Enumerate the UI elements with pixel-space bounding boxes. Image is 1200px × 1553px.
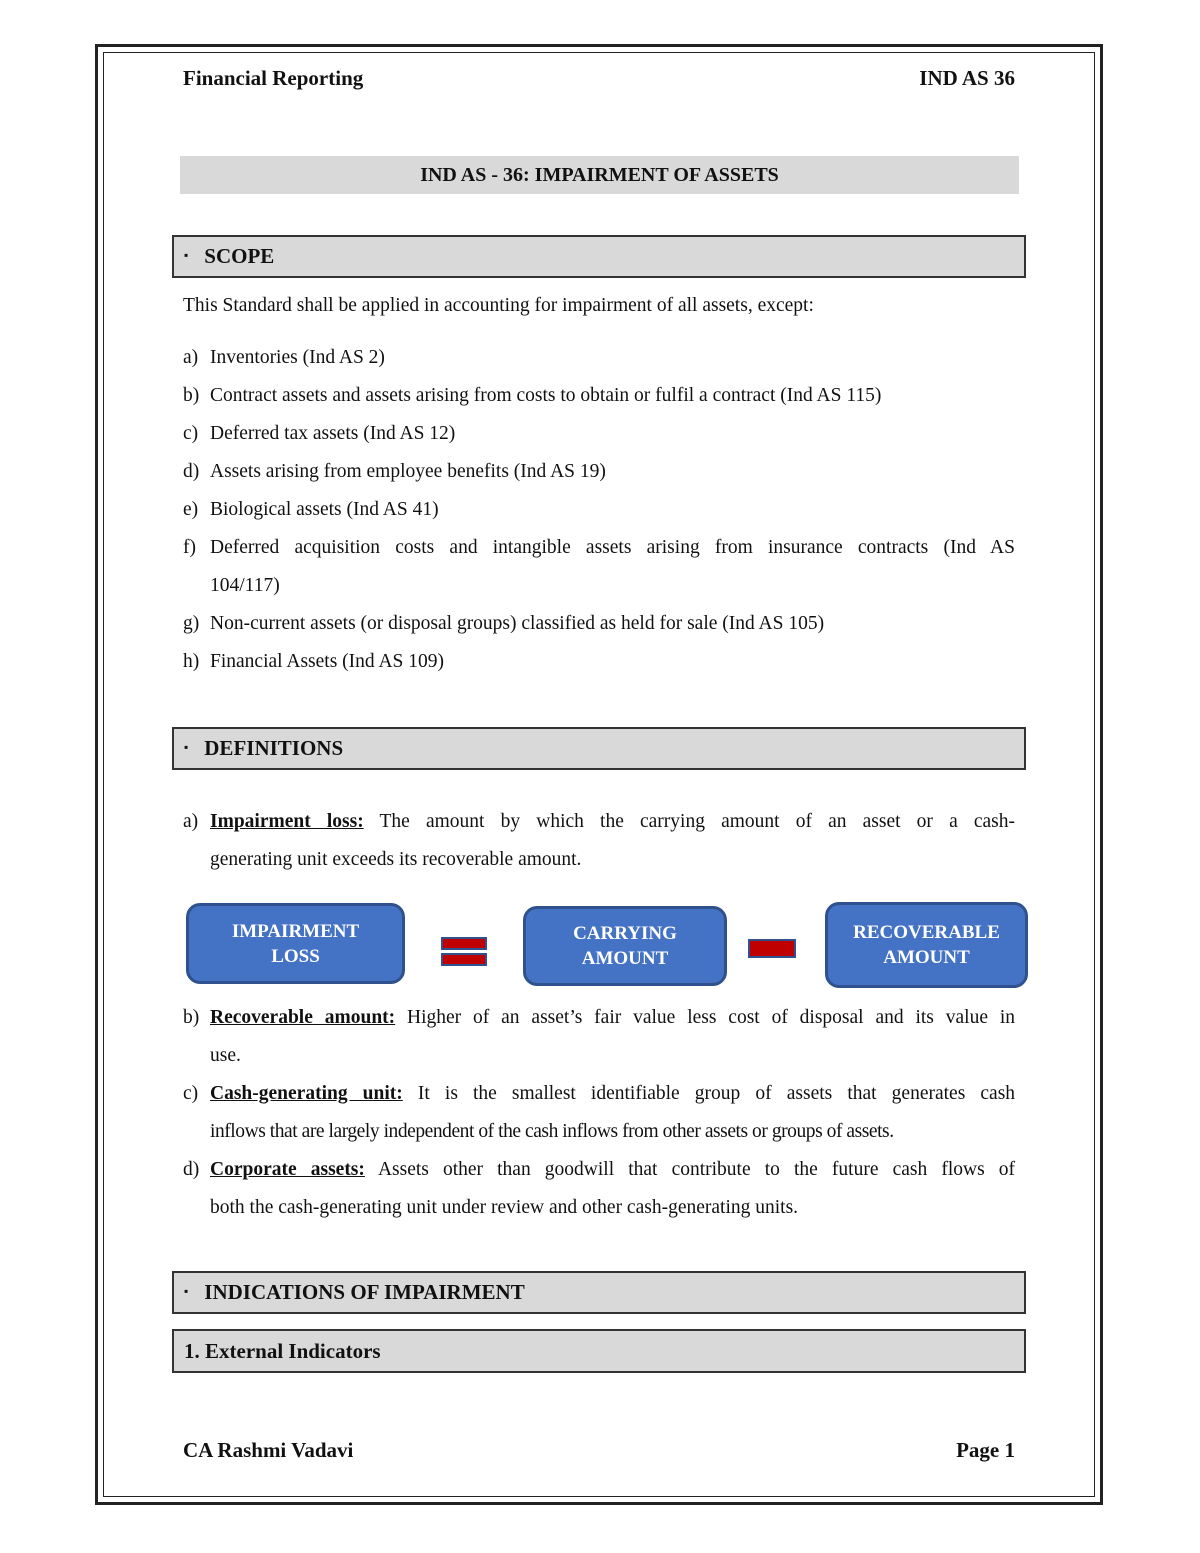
minus-sign-icon bbox=[748, 939, 796, 958]
definitions-heading-text: DEFINITIONS bbox=[204, 736, 344, 760]
definition-recoverable-amount: b) Recoverable amount: Higher of an asset’s fair value less cost of disposal and its value in use. bbox=[183, 1007, 1016, 1066]
list-item: c) Deferred tax assets (Ind AS 12) bbox=[183, 423, 456, 444]
document-title: IND AS - 36: IMPAIRMENT OF ASSETS bbox=[180, 156, 1019, 194]
definition-impairment-loss: a) Impairment loss: The amount by which the carrying amount of an asset or a cash- generating unit exceeds its recoverable amount. bbox=[183, 811, 1015, 870]
square-bullet-icon: ▪ bbox=[184, 248, 189, 262]
list-item: e) Biological assets (Ind AS 41) bbox=[183, 499, 439, 520]
list-item: a) Inventories (Ind AS 2) bbox=[183, 347, 385, 368]
equals-sign-icon bbox=[441, 953, 487, 966]
definitions-section-heading bbox=[172, 727, 1026, 770]
scope-intro: This Standard shall be applied in accounting for impairment of all assets, except: bbox=[183, 295, 814, 316]
list-item-continuation: 104/117) bbox=[210, 575, 280, 596]
footer-author: CA Rashmi Vadavi bbox=[183, 1438, 354, 1462]
square-bullet-icon: ▪ bbox=[184, 1284, 189, 1298]
scope-list bbox=[183, 339, 1015, 681]
list-item: f) Deferred acquisition costs and intangible assets arising from insurance contracts (Ind AS bbox=[183, 537, 1015, 558]
term-label: Corporate assets: bbox=[210, 1159, 365, 1180]
definition-corporate-assets: d) Corporate assets: Assets other than goodwill that contribute to the future cash flows of both the cash-generating unit under review and other cash-generating units. bbox=[183, 1159, 1016, 1218]
recoverable-amount-box: RECOVERABLE AMOUNT bbox=[825, 902, 1028, 988]
header-left: Financial Reporting bbox=[183, 66, 364, 90]
scope-heading-text: SCOPE bbox=[204, 244, 275, 268]
header-right: IND AS 36 bbox=[919, 66, 1015, 90]
impairment-loss-box: IMPAIRMENT LOSS bbox=[186, 903, 405, 984]
list-item: h) Financial Assets (Ind AS 109) bbox=[183, 651, 444, 672]
equals-sign-icon bbox=[441, 937, 487, 950]
square-bullet-icon: ▪ bbox=[184, 740, 189, 754]
list-item: g) Non-current assets (or disposal groups) classified as held for sale (Ind AS 105) bbox=[183, 613, 825, 634]
list-item: b) Contract assets and assets arising from costs to obtain or fulfil a contract (Ind AS 115) bbox=[183, 385, 882, 406]
term-label: Cash-generating unit: bbox=[210, 1083, 403, 1104]
term-label: Impairment loss: bbox=[210, 811, 364, 832]
carrying-amount-box: CARRYING AMOUNT bbox=[523, 906, 727, 986]
definition-cash-generating-unit: c) Cash-generating unit: It is the smallest identifiable group of assets that generates cash inflows that are largely independent of the cash inflows from other assets or groups of assets. bbox=[183, 1083, 1016, 1142]
definitions-list bbox=[183, 999, 1015, 1227]
indications-heading-text: INDICATIONS OF IMPAIRMENT bbox=[204, 1280, 525, 1304]
footer-page-number: Page 1 bbox=[956, 1438, 1015, 1462]
list-item: d) Assets arising from employee benefits (Ind AS 19) bbox=[183, 461, 606, 482]
indications-section-heading bbox=[172, 1271, 1026, 1314]
external-indicators-heading: 1. External Indicators bbox=[172, 1329, 1026, 1373]
scope-section-heading bbox=[172, 235, 1026, 278]
term-label: Recoverable amount: bbox=[210, 1007, 396, 1028]
